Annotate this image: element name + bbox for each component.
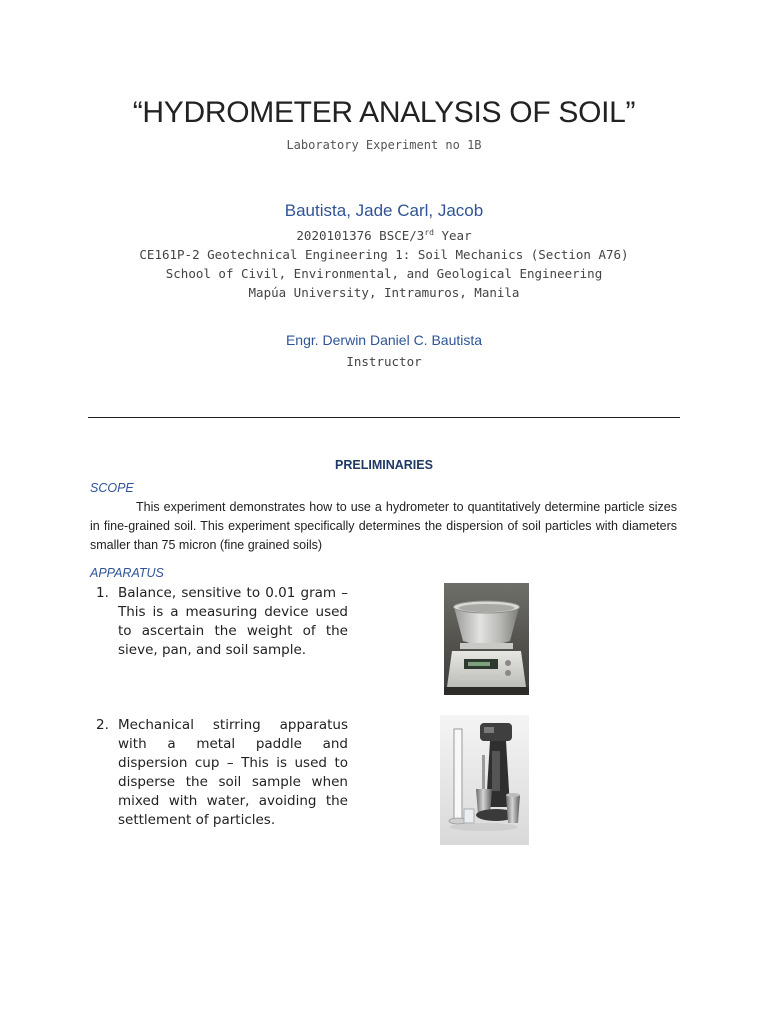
apparatus-item-2 bbox=[96, 716, 348, 830]
apparatus-item-text: Balance, sensitive to 0.01 gram – This is a measuring device used to ascertain the weight of the sieve, pan, and soil sample. bbox=[118, 585, 348, 658]
student-id-year bbox=[0, 228, 768, 243]
mixer-image bbox=[440, 715, 529, 845]
divider bbox=[88, 417, 680, 418]
apparatus-item-1 bbox=[96, 584, 348, 660]
school-line: School of Civil, Environmental, and Geological Engineering bbox=[165, 266, 603, 281]
apparatus-item-number: 1. bbox=[96, 585, 109, 601]
scope-paragraph: This experiment demonstrates how to use a hydrometer to quantitatively determine particle sizes in fine-grained soil. This experiment specifically determines the dispersion of soil particles with diameters smaller than 75 micron (fine grained soils) bbox=[90, 500, 677, 552]
year-ordinal: rd bbox=[424, 228, 434, 237]
author-name: Bautista, Jade Carl, Jacob bbox=[284, 201, 484, 220]
instructor-name: Engr. Derwin Daniel C. Bautista bbox=[285, 332, 483, 348]
apparatus-label: APPARATUS bbox=[90, 566, 164, 580]
scope-label: SCOPE bbox=[90, 481, 134, 495]
university-line: Mapúa University, Intramuros, Manila bbox=[248, 285, 520, 300]
apparatus-item-number: 2. bbox=[96, 717, 109, 733]
course-line: CE161P-2 Geotechnical Engineering 1: Soil Mechanics (Section A76) bbox=[139, 247, 629, 262]
mixer-photo bbox=[440, 715, 529, 845]
apparatus-item-text: Mechanical stirring apparatus with a metal paddle and dispersion cup – This is used to disperse the soil sample when mixed with water, avoiding the settlement of particles. bbox=[118, 717, 348, 828]
report-title: “HYDROMETER ANALYSIS OF SOIL” bbox=[132, 96, 636, 129]
balance-photo bbox=[444, 583, 529, 695]
year-word: Year bbox=[433, 228, 472, 244]
student-id: 2020101376 BSCE/3 bbox=[296, 228, 425, 244]
balance-image bbox=[444, 583, 529, 695]
report-subtitle: Laboratory Experiment no 1B bbox=[286, 138, 482, 152]
preliminaries-heading: PRELIMINARIES bbox=[335, 458, 433, 472]
instructor-role: Instructor bbox=[346, 354, 422, 369]
